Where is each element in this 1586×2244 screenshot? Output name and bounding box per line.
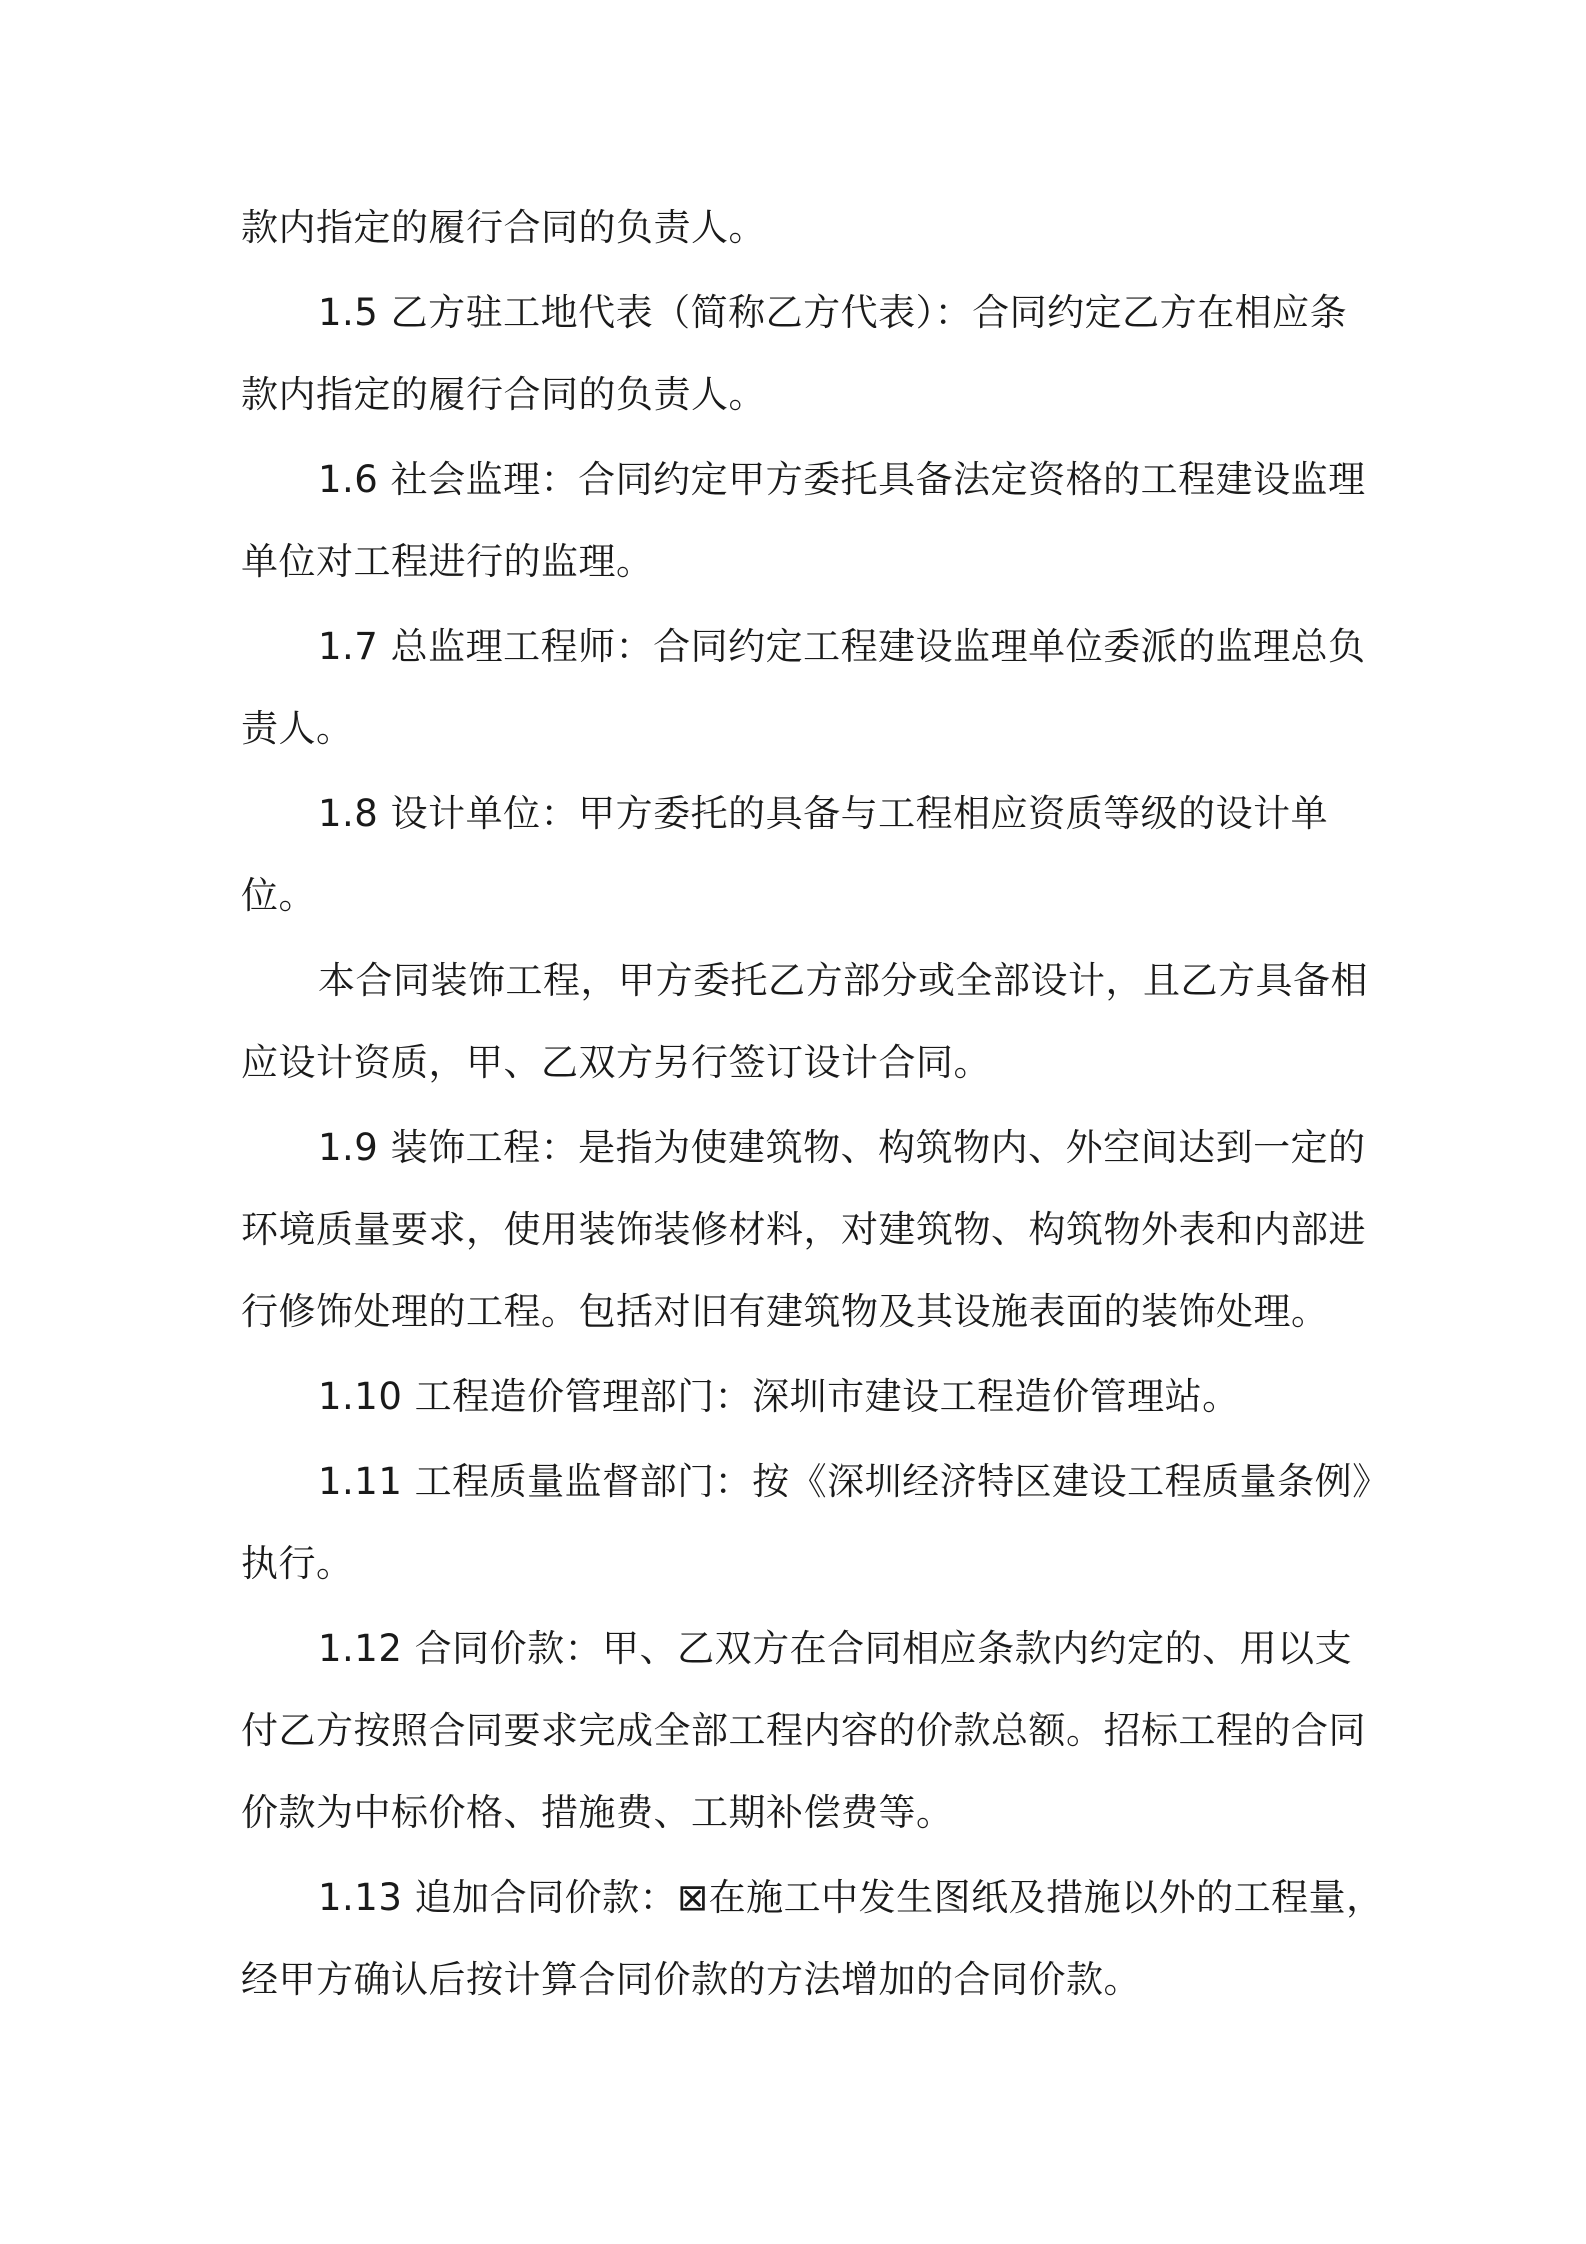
text-line: 行修饰处理的工程。包括对旧有建筑物及其设施表面的装饰处理。 xyxy=(241,1290,1329,1333)
clause-1-7: 1.7 总监理工程师：合同约定工程建设监理单位委派的监理总负 xyxy=(318,625,1366,668)
text-line: 责人。 xyxy=(241,707,354,750)
text-line: 款内指定的履行合同的负责人。 xyxy=(241,206,766,249)
clause-1-10: 1.10 工程造价管理部门：深圳市建设工程造价管理站。 xyxy=(318,1375,1240,1418)
text-line: 款内指定的履行合同的负责人。 xyxy=(241,373,766,416)
text-line: 单位对工程进行的监理。 xyxy=(241,540,654,583)
design-paragraph: 本合同装饰工程，甲方委托乙方部分或全部设计，且乙方具备相 xyxy=(318,959,1368,1002)
text-line: 执行。 xyxy=(241,1542,354,1585)
text-line: 价款为中标价格、措施费、工期补偿费等。 xyxy=(241,1791,954,1834)
text-line: 经甲方确认后按计算合同价款的方法增加的合同价款。 xyxy=(241,1958,1141,2001)
text-line: 付乙方按照合同要求完成全部工程内容的价款总额。招标工程的合同 xyxy=(241,1709,1366,1752)
clause-1-13: 1.13 追加合同价款：⊠在施工中发生图纸及措施以外的工程量， xyxy=(318,1876,1384,1919)
text-line: 应设计资质，甲、乙双方另行签订设计合同。 xyxy=(241,1041,991,1084)
clause-1-8: 1.8 设计单位：甲方委托的具备与工程相应资质等级的设计单 xyxy=(318,792,1329,835)
clause-1-5: 1.5 乙方驻工地代表（简称乙方代表）：合同约定乙方在相应条 xyxy=(318,291,1348,334)
clause-1-11: 1.11 工程质量监督部门：按《深圳经济特区建设工程质量条例》 xyxy=(318,1460,1390,1503)
clause-1-9: 1.9 装饰工程：是指为使建筑物、构筑物内、外空间达到一定的 xyxy=(318,1126,1366,1169)
text-line: 位。 xyxy=(241,874,316,917)
clause-1-12: 1.12 合同价款：甲、乙双方在合同相应条款内约定的、用以支 xyxy=(318,1627,1353,1670)
text-line: 环境质量要求，使用装饰装修材料，对建筑物、构筑物外表和内部进 xyxy=(241,1208,1366,1251)
clause-1-6: 1.6 社会监理：合同约定甲方委托具备法定资格的工程建设监理 xyxy=(318,458,1366,501)
